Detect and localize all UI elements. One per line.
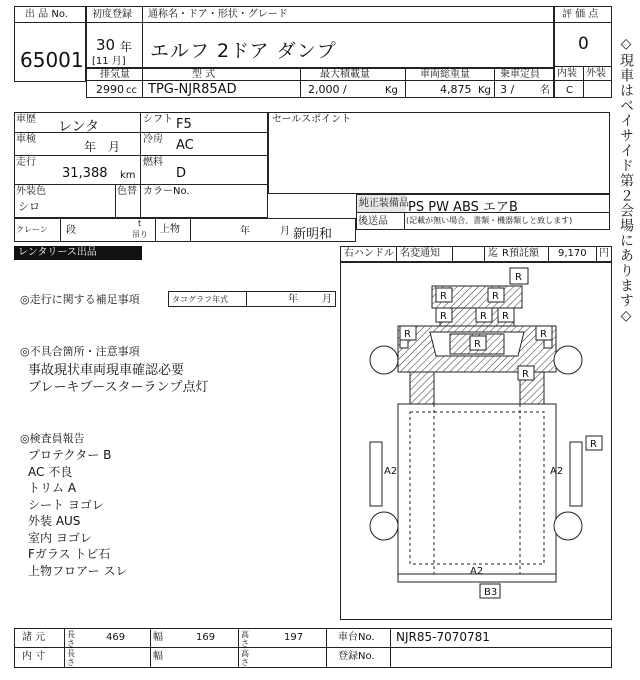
crane-stage: 段 <box>66 225 76 236</box>
damage-mark <box>400 326 416 340</box>
fuel-value: D <box>176 166 187 181</box>
height-value: 197 <box>284 632 304 643</box>
year-unit: 年 <box>120 40 133 54</box>
damage-mark <box>510 268 528 284</box>
damage-mark <box>470 336 486 350</box>
interior-dim-label: 内 寸 <box>22 651 46 662</box>
svg-text:R: R <box>590 439 597 450</box>
svg-text:R: R <box>440 291 447 302</box>
gross-weight-label: 車両総重量 <box>420 69 470 80</box>
name-value: エルフ 2ドア ダンプ <box>150 40 337 62</box>
inspection-value: 年 月 <box>84 140 121 154</box>
height-label: 高さ <box>241 630 249 648</box>
svg-text:R: R <box>474 339 481 350</box>
damage-mark <box>488 288 504 302</box>
first-reg-label: 初度登録 <box>92 9 132 20</box>
crane-label: クレーン <box>16 225 48 234</box>
upper-maker: 新明和 <box>293 227 333 242</box>
lot-label: 出 品 No. <box>25 9 68 20</box>
interior-value: C <box>566 85 573 96</box>
svg-text:R: R <box>540 329 547 340</box>
upper-label: 上物 <box>160 224 180 235</box>
defect-item: ブレーキブースターランプ点灯 <box>28 380 209 395</box>
front-left-wheel <box>370 346 398 374</box>
in-width-label: 幅 <box>153 651 163 662</box>
damage-mark <box>480 584 500 598</box>
interior-label: 内装 <box>557 68 577 79</box>
defects-title: ◎不具合箇所・注意事項 <box>20 345 140 358</box>
history-value: レンタ <box>58 119 100 135</box>
inspection-label: 車検 <box>16 134 36 145</box>
svg-text:R: R <box>440 311 447 322</box>
inspector-item: Fガラス トビ石 <box>28 547 111 561</box>
svg-text:B3: B3 <box>484 587 498 598</box>
cc-unit: cc <box>126 85 137 96</box>
damage-mark <box>586 436 602 450</box>
defects-list <box>28 362 208 396</box>
tachograph-label: タコグラフ年式 <box>172 295 228 304</box>
gross-kg-unit: Kg <box>478 85 491 96</box>
inspector-list <box>28 447 127 579</box>
standard-equip-label: 純正装備品 <box>357 195 406 212</box>
left-door <box>410 372 434 404</box>
crane-ton: t <box>138 219 142 228</box>
defect-item: 事故現状車両現車確認必要 <box>28 363 185 378</box>
svg-text:R: R <box>522 369 529 380</box>
rear-left-wheel <box>370 512 398 540</box>
inspector-item: トリム A <box>28 481 77 495</box>
color-code-label: カラーNo. <box>143 186 190 197</box>
gross-weight-value: 4,875 <box>440 83 472 96</box>
capacity-label: 乗車定員 <box>500 69 540 80</box>
dim-label: 諸 元 <box>22 632 46 643</box>
aftermarket-note: (記載が無い場合、書類・機器類しと致します) <box>406 216 573 225</box>
dump-bed <box>398 404 556 574</box>
in-length-label: 長さ <box>67 649 75 667</box>
length-label: 長さ <box>67 630 75 648</box>
inspector-item: 室内 ヨゴレ <box>28 530 92 545</box>
model-label: 型 式 <box>192 69 216 80</box>
upper-year: 年 <box>240 226 250 237</box>
displacement-label: 排気量 <box>100 69 130 80</box>
first-reg-month: [11 月] <box>92 56 126 67</box>
max-load-label: 最大積載量 <box>320 69 370 80</box>
width-value: 169 <box>196 632 216 643</box>
rental-badge: レンタリース出品 <box>14 246 142 260</box>
upper-month: 月 <box>280 226 290 237</box>
body-color-label: 外装色 <box>16 186 46 197</box>
yen-unit: 円 <box>599 248 609 259</box>
inspector-item: プロテクター B <box>28 448 112 462</box>
damage-mark <box>476 308 492 322</box>
length-value: 469 <box>106 632 126 643</box>
aftermarket-label: 後送品 <box>358 216 388 227</box>
ac-value: AC <box>176 138 194 153</box>
capacity-unit: 名 <box>540 85 550 96</box>
svg-text:R: R <box>404 329 411 340</box>
svg-text:R: R <box>492 291 499 302</box>
chassis-label: 車台No. <box>338 632 375 643</box>
name-change-label: 名変通知 <box>400 248 440 259</box>
area-mark: A2 <box>384 466 398 477</box>
svg-text:R: R <box>515 272 522 283</box>
damage-mark <box>518 366 534 380</box>
kg-unit: Kg <box>385 85 398 96</box>
dimension-table <box>14 628 612 668</box>
color-no-label: 色替 <box>117 186 137 197</box>
inspector-item: 外装 AUS <box>28 514 81 528</box>
width-label: 幅 <box>153 632 163 643</box>
r-limit-label: R預託額 <box>502 248 539 259</box>
excess-label: 迄 <box>488 248 498 259</box>
svg-text:R: R <box>502 311 509 322</box>
sales-point-label: セールスポイント <box>272 114 352 125</box>
tacho-year: 年 <box>288 294 298 305</box>
standard-equip-value: PS PW ABS エアB <box>408 200 518 215</box>
supplement-title: ◎走行に関する補足事項 <box>20 293 140 306</box>
svg-text:R: R <box>480 311 487 322</box>
fuel-label: 燃料 <box>143 157 163 168</box>
capacity-value: 3 / <box>500 83 515 96</box>
r-limit-value: 9,170 <box>558 248 587 259</box>
score-value: 0 <box>578 34 589 54</box>
chassis-value: NJR85-7070781 <box>396 630 490 644</box>
info-grid <box>14 112 268 218</box>
damage-mark <box>436 308 452 322</box>
damage-diagram <box>340 262 612 620</box>
area-mark: A2 <box>550 466 564 477</box>
exterior-label: 外装 <box>586 68 606 79</box>
crane-hang: 吊り <box>132 230 148 239</box>
name-label: 通称名・ドア・形状・グレード <box>148 9 288 20</box>
area-mark: A2 <box>470 566 484 577</box>
model-value: TPG-NJR85AD <box>148 82 237 97</box>
shift-label: シフト <box>143 114 173 125</box>
side-notice: ◇現車はベイサイド第２会場にあります◇ <box>618 36 634 325</box>
history-label: 車歴 <box>16 114 36 125</box>
handle-label: 右ハンドル <box>344 248 394 259</box>
damage-mark <box>436 288 452 302</box>
rear-right-wheel <box>554 512 582 540</box>
ac-label: 冷房 <box>143 134 163 145</box>
score-label: 評 価 点 <box>562 9 599 20</box>
body-color-value: シロ <box>18 200 40 213</box>
first-reg-year: 30 <box>96 36 116 54</box>
front-right-wheel <box>554 346 582 374</box>
displacement-value: 2990 <box>96 83 124 96</box>
damage-mark <box>536 326 552 340</box>
km-unit: km <box>120 170 136 181</box>
max-load-value: 2,000 / <box>308 83 347 96</box>
tacho-month: 月 <box>322 294 332 305</box>
shift-value: F5 <box>176 117 192 132</box>
damage-mark <box>498 308 514 322</box>
inspector-item: AC 不良 <box>28 464 73 479</box>
inspector-item: シート ヨゴレ <box>28 497 104 512</box>
lot-number: 65001 <box>20 48 84 72</box>
mileage-label: 走行 <box>16 157 36 168</box>
inspector-title: ◎検査員報告 <box>20 432 85 445</box>
registration-label: 登録No. <box>338 651 375 662</box>
mileage-value: 31,388 <box>62 166 108 181</box>
in-height-label: 高さ <box>241 649 249 667</box>
inspector-item: 上物フロアー スレ <box>28 563 128 578</box>
